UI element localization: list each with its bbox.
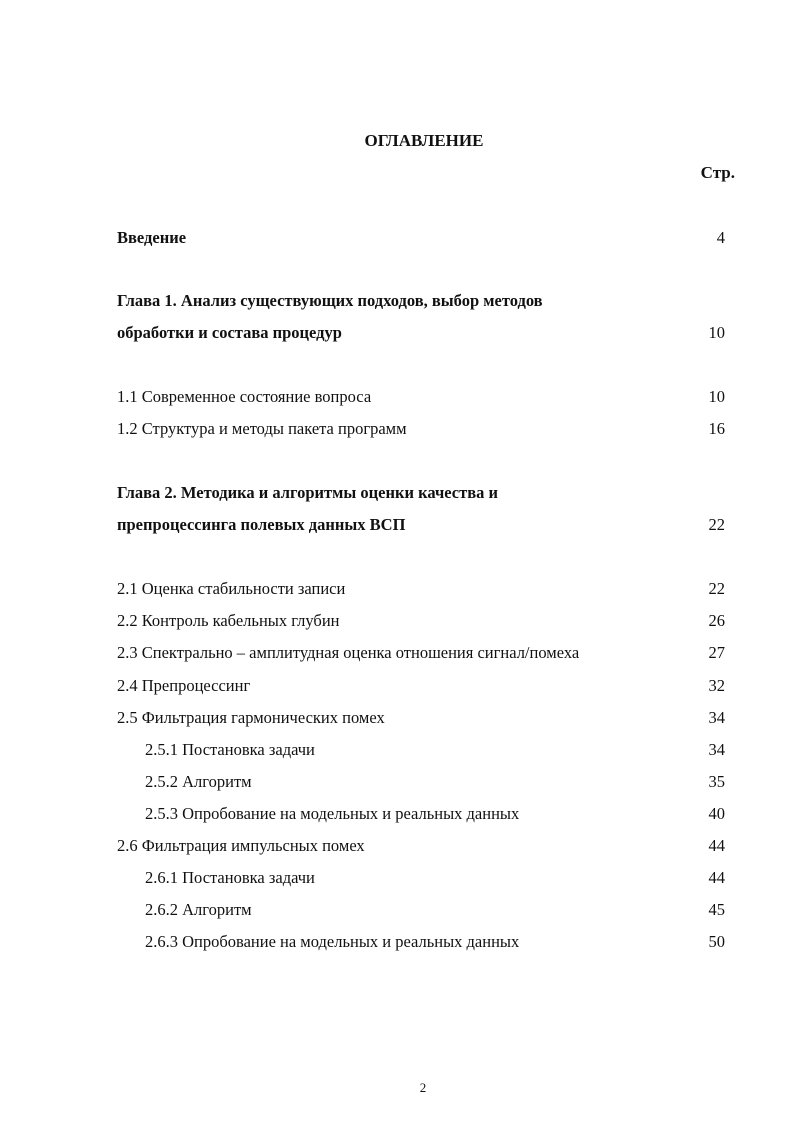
- toc-entry-page: 26: [708, 611, 725, 630]
- toc-entry: [117, 483, 725, 503]
- toc-entry-page: 16: [708, 419, 725, 438]
- toc-entry: [117, 611, 725, 631]
- toc-entry-label: Глава 1. Анализ существующих подходов, выбор методов: [117, 291, 543, 310]
- toc-entry: [145, 932, 725, 952]
- toc-entry-label: 2.5 Фильтрация гармонических помех: [117, 708, 385, 727]
- toc-entry-label: Глава 2. Методика и алгоритмы оценки качества и: [117, 483, 499, 502]
- toc-entry: [117, 515, 725, 535]
- toc-entry-label: 2.3 Спектрально – амплитудная оценка отношения сигнал/помеха: [117, 643, 580, 662]
- toc-entry-label: 2.2 Контроль кабельных глубин: [117, 611, 340, 630]
- toc-entry-label: препроцессинга полевых данных ВСП: [117, 515, 406, 534]
- toc-entry: [117, 708, 725, 728]
- toc-entry-page: 22: [708, 515, 725, 534]
- toc-entry-page: 34: [708, 708, 725, 727]
- page-column-label: Стр.: [700, 163, 735, 182]
- toc-entry-label: обработки и состава процедур: [117, 323, 342, 342]
- toc-entry-label: 2.6.3 Опробование на модельных и реальных данных: [145, 932, 520, 951]
- toc-entry: [145, 740, 725, 760]
- toc-entry-page: 27: [708, 643, 725, 662]
- toc-entry-label: 1.1 Современное состояние вопроса: [117, 387, 372, 406]
- toc-entry-label: Введение: [117, 228, 187, 247]
- toc-entry: [117, 579, 725, 599]
- toc-entry: [117, 676, 725, 696]
- page-number: 2: [419, 1080, 427, 1095]
- toc-entry-label: 2.6.1 Постановка задачи: [145, 868, 315, 887]
- toc-entry-page: 50: [708, 932, 725, 951]
- toc-entry-label: 2.5.3 Опробование на модельных и реальных данных: [145, 804, 520, 823]
- toc-entry-page: 22: [708, 579, 725, 598]
- toc-entry-label: 2.6 Фильтрация импульсных помех: [117, 836, 365, 855]
- toc-entry-page: 44: [708, 836, 725, 855]
- toc-entry: [145, 772, 725, 792]
- toc-entry: [117, 228, 725, 248]
- toc-entry-label: 2.1 Оценка стабильности записи: [117, 579, 346, 598]
- toc-entry-page: 34: [708, 740, 725, 759]
- toc-entry-page: 44: [708, 868, 725, 887]
- toc-entry-page: 10: [708, 387, 725, 406]
- toc-entry: [117, 387, 725, 407]
- toc-entry: [117, 419, 725, 439]
- toc-entry: [145, 900, 725, 920]
- toc-entry: [117, 836, 725, 856]
- toc-entry: [145, 868, 725, 888]
- toc-entry: [117, 643, 725, 663]
- toc-entry-page: 45: [708, 900, 725, 919]
- toc-entry-label: 2.5.1 Постановка задачи: [145, 740, 315, 759]
- toc-entry-page: 35: [708, 772, 725, 791]
- toc-entry-page: 40: [708, 804, 725, 823]
- toc-entry: [117, 323, 725, 343]
- toc-entry-label: 2.6.2 Алгоритм: [145, 900, 252, 919]
- toc-entry-page: 4: [716, 228, 725, 247]
- toc-entry-label: 2.4 Препроцессинг: [117, 676, 251, 695]
- toc-entry-label: 2.5.2 Алгоритм: [145, 772, 252, 791]
- toc-entry-page: 10: [708, 323, 725, 342]
- toc-entry-label: 1.2 Структура и методы пакета программ: [117, 419, 407, 438]
- toc-entry-page: 32: [708, 676, 725, 695]
- toc-title: ОГЛАВЛЕНИЕ: [364, 131, 484, 150]
- toc-entry: [145, 804, 725, 824]
- toc-entry: [117, 291, 725, 311]
